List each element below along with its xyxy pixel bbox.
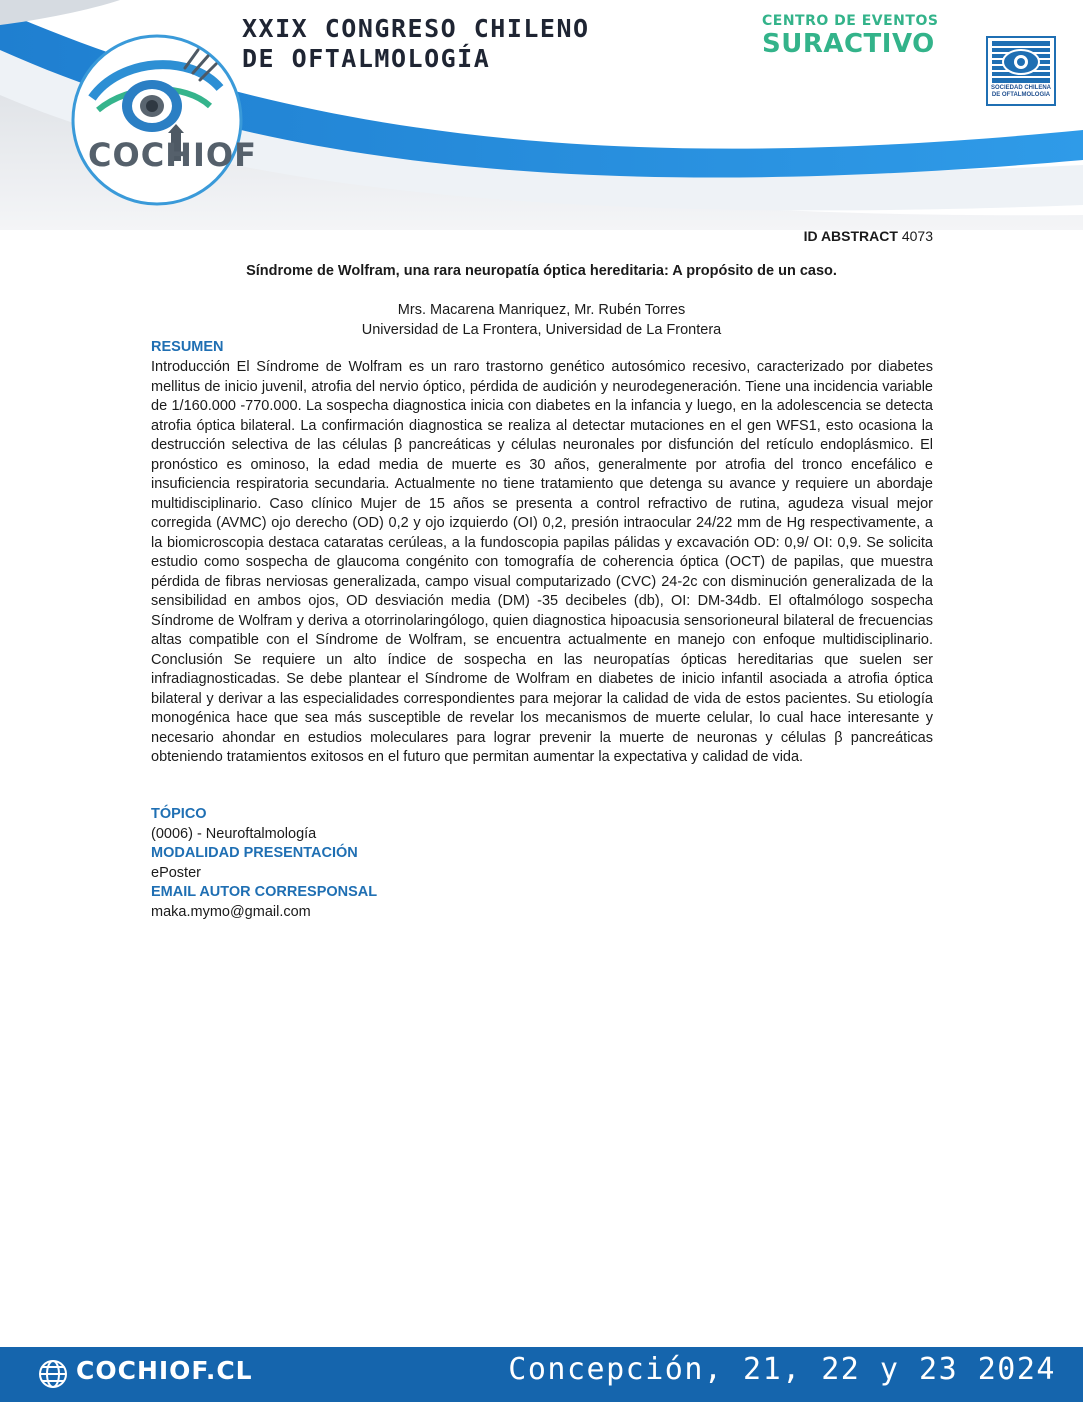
abstract-id-label: ID ABSTRACT	[803, 228, 898, 244]
society-line1: SOCIEDAD CHILENA	[990, 85, 1051, 91]
modalidad-heading: MODALIDAD PRESENTACIÓN	[151, 845, 358, 861]
society-name	[988, 85, 1054, 99]
email-heading: EMAIL AUTOR CORRESPONSAL	[151, 884, 378, 900]
website-link[interactable]: COCHIOF.CL	[76, 1356, 253, 1385]
eye-logo-icon	[70, 28, 244, 208]
page-header	[0, 0, 1083, 230]
globe-icon	[38, 1359, 68, 1389]
authors: Mrs. Macarena Manriquez, Mr. Rubén Torres	[397, 302, 686, 318]
cochiof-logo-text: COCHIOF	[88, 136, 257, 174]
affiliations: Universidad de La Frontera, Universidad de La Frontera	[361, 322, 722, 338]
modalidad-value: ePoster	[151, 865, 201, 881]
email-value: maka.mymo@gmail.com	[151, 904, 311, 920]
abstract-title: Síndrome de Wolfram, una rara neuropatía óptica hereditaria: A propósito de un caso.	[246, 263, 837, 279]
resumen-heading: RESUMEN	[151, 339, 224, 355]
resumen-text: Introducción El Síndrome de Wolfram es un raro trastorno genético autosómico recesivo, caracterizado por diabetes mellitus de inicio juvenil, atrofia del nervio óptico, pérdida de audición y neurodegeneración. Tiene una incidencia variable de 1/160.000 -770.000. La sospecha diagnostica inicia con diabetes en la infancia y luego, en la adolescencia se detecta atrofia óptica bilateral. La confirmación diagnostica se realiza al detectar mutaciones en el gen WFS1, esto ocasiona la destrucción selectiva de las células β pancreáticas y células neuronales por disfunción del retículo endoplásmico. El pronóstico es ominoso, la edad media de muerte es 30 años, generalmente por atrofia del tronco encefálico e insuficiencia respiratoria secundaria. Actualmente no tiene tratamiento que detenga su avance y requiere un abordaje multidisciplinario. Caso clínico Mujer de 15 años se presenta a control refractivo de rutina, agudeza visual mejor corregida (AVMC) ojo derecho (OD) 0,2 y ojo izquierdo (OI) 0,2, presión intraocular 24/22 mm de Hg respectivamente, a la biomicroscopia destaca cataratas cerúleas, a la fundoscopia papilas pálidas y excavación OD: 0,9/ OI: 0,9. Se solicita estudio como sospecha de glaucoma congénito con tomografía de coherencia óptica (OCT) de papilas, que muestra pérdida de fibras nerviosas generalizada, campo visual computarizado (CVC) 24-2c con disminución generalizada de la sensibilidad en ambos ojos, OD desviación media (DM) -35 decibeles (db), OI: DM-34db. El oftalmólogo sospecha Síndrome de Wolfram y deriva a otorrinolaringólogo, quien diagnostica hipoacusia sensorioneural bilateral de frecuencias altas compatible con el Síndrome de Wolfram, se encuentra actualmente en manejo con enfoque multidisciplinario. Conclusión Se requiere un alto índice de sospecha en las neuropatías ópticas hereditarias que suelen ser infradiagnosticadas. Se debe plantear el Síndrome de Wolfram en diabetes de inicio infantil asociada a atrofia óptica bilateral y derivar a las especialidades correspondientes para mejorar la calidad de vida de estos pacientes. Su etiología monogénica hace que sea más susceptible de revelar los mecanismos de muerte celular, lo cual hace interesante y necesario ahondar en estudios moleculares para lograr prevenir la muerte de neuronas y células β pancreáticas obteniendo tratamientos exitosos en el futuro que permitan aumentar la expectativa y calidad de vida.	[151, 359, 933, 765]
topico-heading: TÓPICO	[151, 806, 207, 822]
society-eye-icon	[992, 41, 1050, 83]
abstract-id	[804, 228, 933, 244]
congress-title-line1: XXIX CONGRESO CHILENO	[242, 14, 590, 43]
congress-title	[242, 14, 590, 74]
society-line2: DE OFTALMOLOGIA	[991, 92, 1051, 98]
society-logo-icon	[986, 36, 1056, 106]
authors-block	[150, 300, 933, 340]
event-dates: Concepción, 21, 22 y 23 2024	[508, 1352, 1056, 1387]
venue-logo	[762, 14, 938, 57]
venue-line1: CENTRO DE EVENTOS	[762, 13, 939, 29]
page-footer	[0, 1347, 1083, 1402]
congress-title-line2: DE OFTALMOLOGÍA	[242, 44, 491, 73]
topico-value: (0006) - Neuroftalmología	[151, 826, 317, 842]
venue-line2: SURACTIVO	[762, 29, 935, 59]
abstract-id-value: 4073	[901, 228, 933, 244]
